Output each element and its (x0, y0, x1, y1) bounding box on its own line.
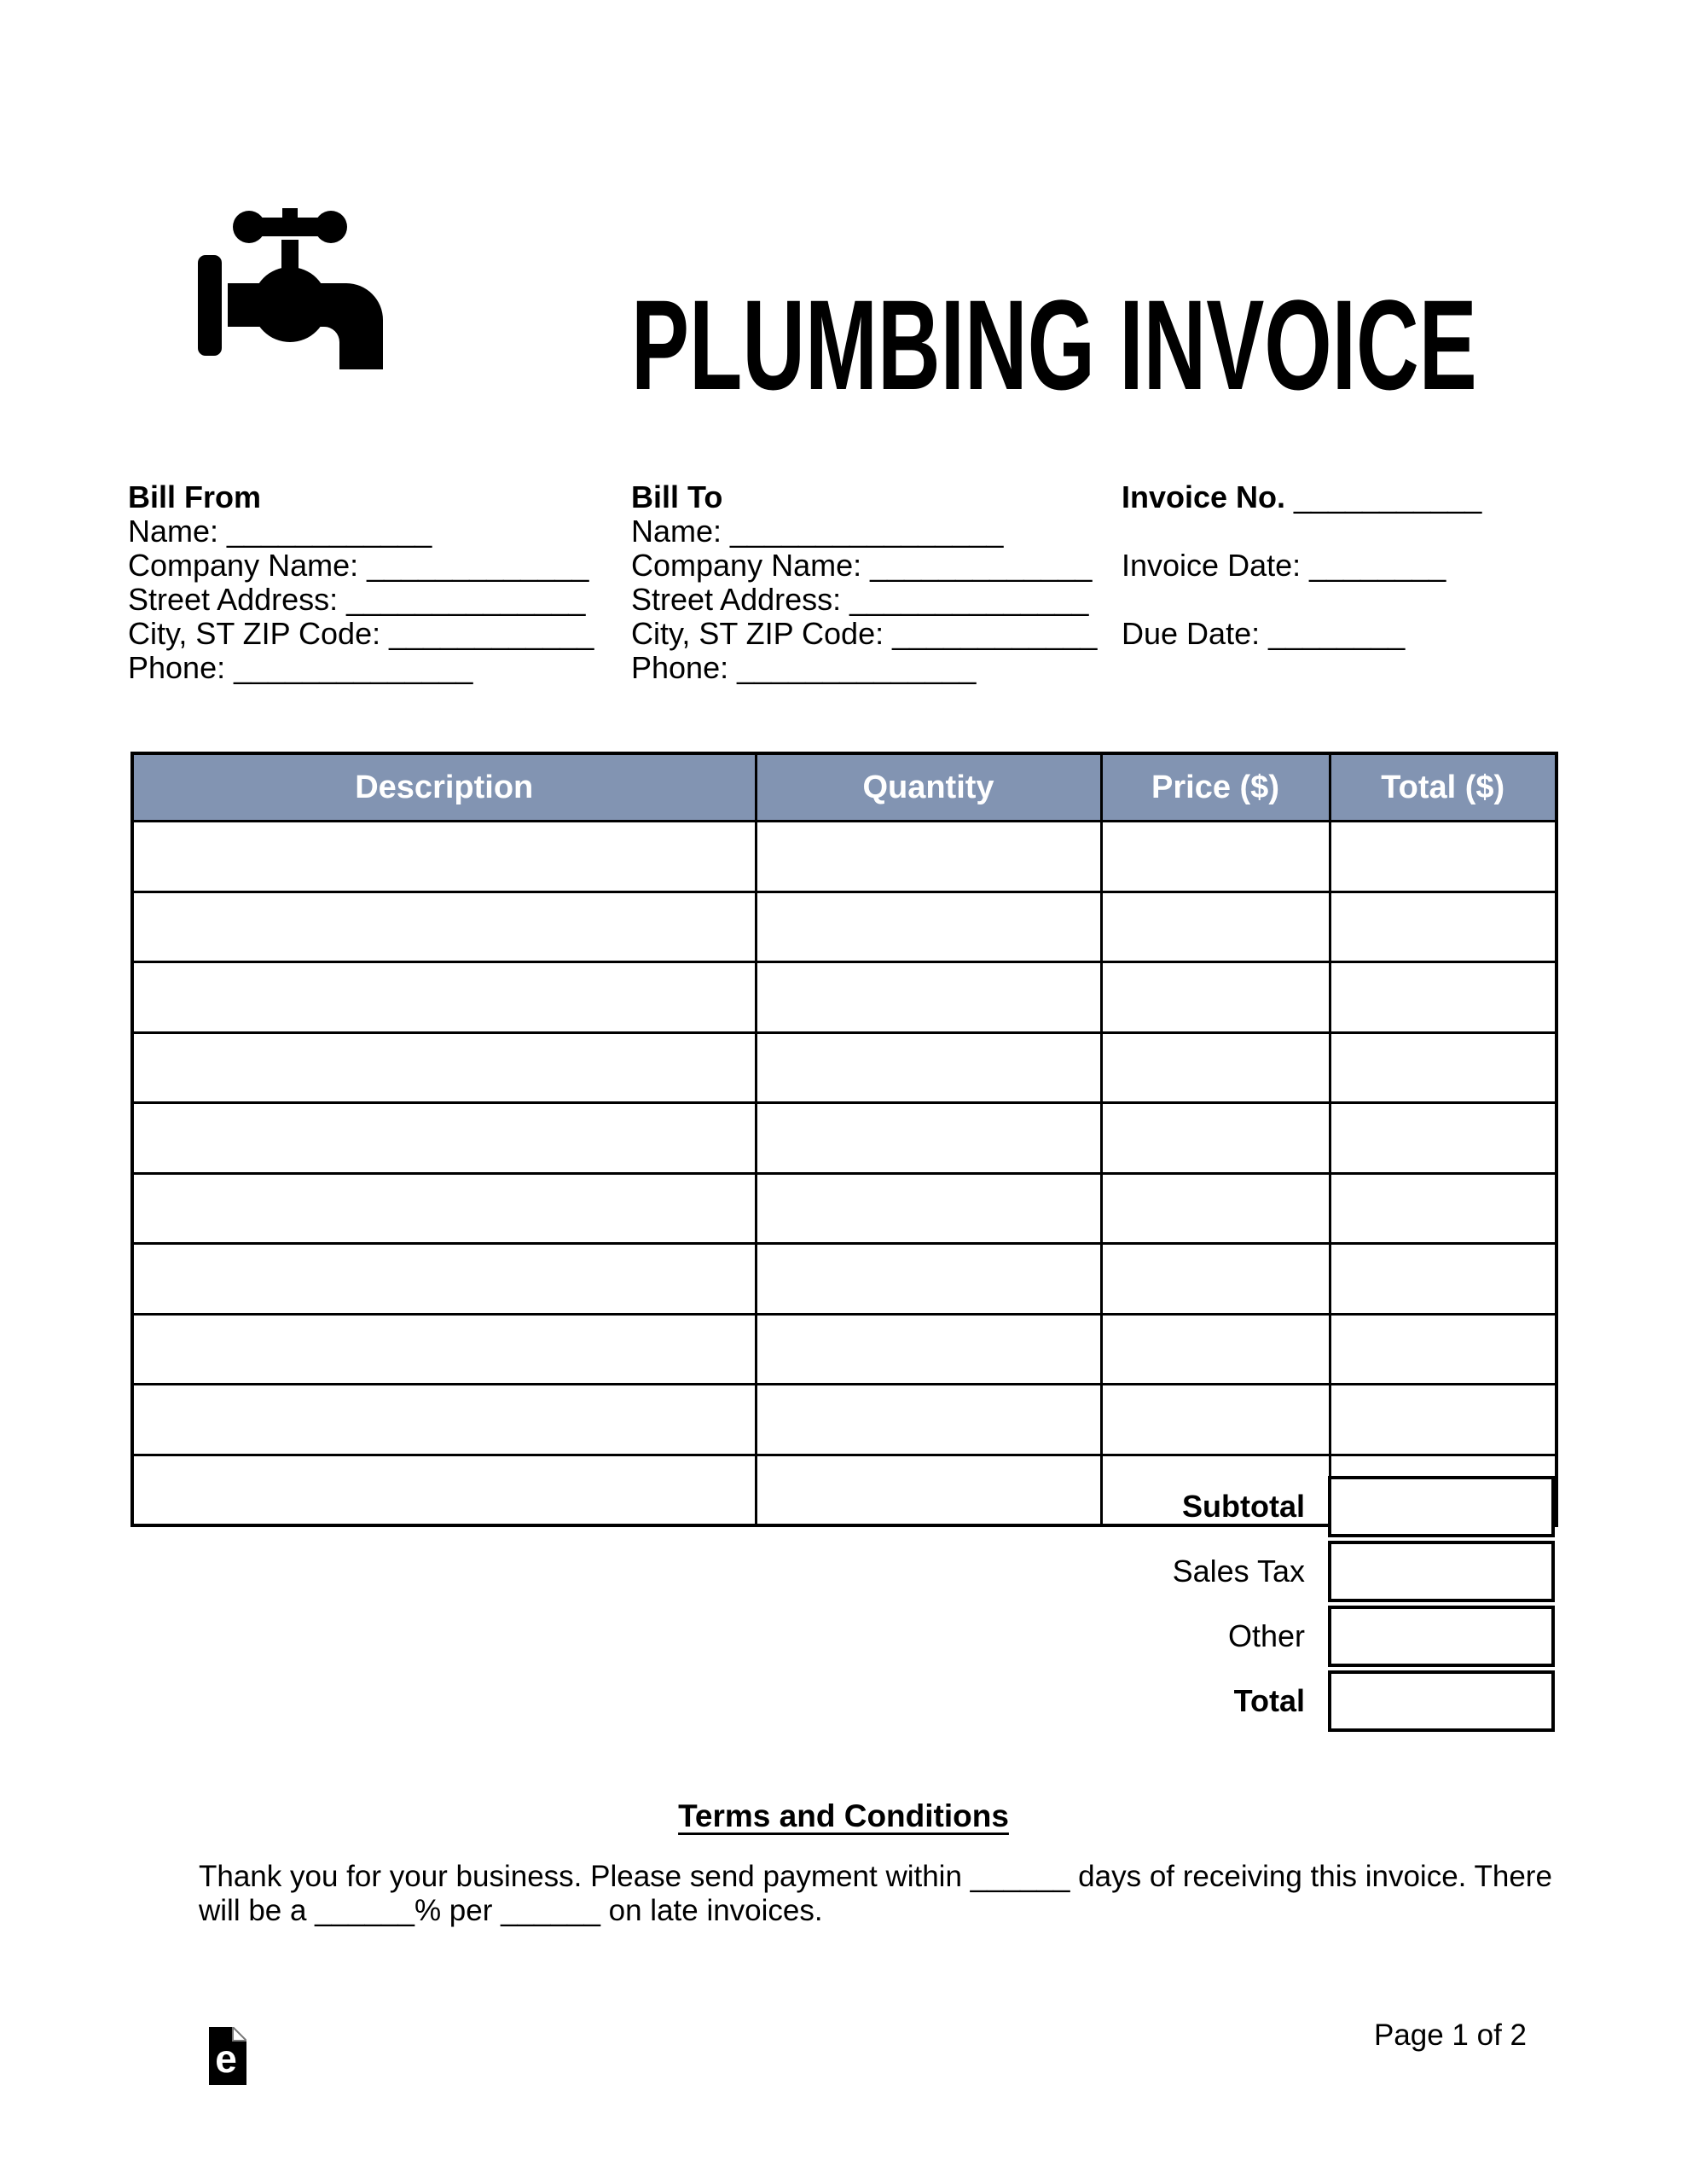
table-row (132, 962, 1557, 1033)
column-header-price: Price ($) (1101, 753, 1330, 822)
bill-to-section (631, 480, 1097, 685)
item-price-cell (1101, 892, 1330, 962)
item-quantity-cell (756, 1032, 1101, 1103)
item-total-cell (1330, 962, 1557, 1033)
column-header-quantity: Quantity (756, 753, 1101, 822)
due-date-field: Due Date: ________ (1122, 616, 1406, 651)
item-description-cell (132, 1314, 756, 1385)
item-description-cell (132, 1103, 756, 1174)
total-value-box (1328, 1670, 1555, 1732)
item-description-cell (132, 1385, 756, 1455)
table-row (132, 892, 1557, 962)
table-row (132, 1314, 1557, 1385)
summary-row-subtotal (0, 1476, 1687, 1537)
bill-from-company-field: Company Name: _____________ (128, 548, 589, 583)
table-row (132, 1244, 1557, 1315)
bill-to-city-field: City, ST ZIP Code: ____________ (631, 616, 1098, 651)
bill-from-name-field: Name: ____________ (128, 514, 432, 549)
item-quantity-cell (756, 1244, 1101, 1315)
item-description-cell (132, 962, 756, 1033)
bill-from-section (128, 480, 594, 685)
column-header-total: Total ($) (1330, 753, 1557, 822)
other-label: Other (1227, 1618, 1305, 1653)
item-quantity-cell (756, 962, 1101, 1033)
summary-row-other (0, 1606, 1687, 1667)
item-total-cell (1330, 822, 1557, 892)
bill-to-name-field: Name: ________________ (631, 514, 1004, 549)
item-total-cell (1330, 1314, 1557, 1385)
terms-line-2: will be a ______% per ______ on late invoices. (199, 1894, 823, 1927)
bill-from-heading: Bill From (128, 479, 262, 514)
bill-to-street-field: Street Address: ______________ (631, 582, 1089, 617)
item-quantity-cell (756, 1173, 1101, 1244)
item-price-cell (1101, 1103, 1330, 1174)
item-total-cell (1330, 892, 1557, 962)
item-price-cell (1101, 1032, 1330, 1103)
eforms-logo-icon (209, 2027, 246, 2085)
table-row (132, 1032, 1557, 1103)
terms-heading: Terms and Conditions (678, 1798, 1009, 1833)
item-quantity-cell (756, 1314, 1101, 1385)
page-title: PLUMBING INVOICE (631, 273, 1477, 416)
bill-to-phone-field: Phone: ______________ (631, 650, 977, 685)
invoice-number-field (1122, 480, 1481, 514)
item-total-cell (1330, 1103, 1557, 1174)
invoice-number-line: ___________ (1285, 479, 1482, 514)
bill-to-company-field: Company Name: _____________ (631, 548, 1093, 583)
line-items-table (130, 752, 1558, 1527)
bill-from-street-field: Street Address: ______________ (128, 582, 586, 617)
item-total-cell (1330, 1385, 1557, 1455)
page-number: Page 1 of 2 (1373, 2018, 1527, 2052)
invoice-date-field: Invoice Date: ________ (1122, 548, 1446, 583)
item-price-cell (1101, 1244, 1330, 1315)
item-description-cell (132, 892, 756, 962)
item-price-cell (1101, 1314, 1330, 1385)
total-label: Total (1233, 1683, 1305, 1718)
item-quantity-cell (756, 1103, 1101, 1174)
item-price-cell (1101, 1385, 1330, 1455)
terms-line-1: Thank you for your business. Please send payment within ______ days of receiving this invoice. There (199, 1860, 1552, 1893)
bill-to-heading: Bill To (631, 479, 723, 514)
item-total-cell (1330, 1173, 1557, 1244)
table-row (132, 1173, 1557, 1244)
item-description-cell (132, 1173, 756, 1244)
invoice-number-label: Invoice No. (1122, 479, 1286, 514)
table-row (132, 822, 1557, 892)
summary-row-sales-tax (0, 1541, 1687, 1602)
item-quantity-cell (756, 1385, 1101, 1455)
faucet-icon (179, 183, 401, 422)
item-quantity-cell (756, 822, 1101, 892)
terms-paragraph (199, 1860, 1552, 1928)
faucet-mount-bar (198, 255, 222, 356)
item-description-cell (132, 822, 756, 892)
invoice-meta-section (1122, 480, 1599, 685)
item-price-cell (1101, 962, 1330, 1033)
table-header-row (132, 753, 1557, 822)
summary-row-total (0, 1670, 1687, 1732)
sales-tax-label: Sales Tax (1172, 1554, 1305, 1589)
sales-tax-value-box (1328, 1541, 1555, 1602)
item-description-cell (132, 1032, 756, 1103)
eforms-logo-letter: e (215, 2036, 237, 2081)
table-row (132, 1385, 1557, 1455)
table-row (132, 1103, 1557, 1174)
subtotal-label: Subtotal (1182, 1489, 1305, 1524)
item-price-cell (1101, 822, 1330, 892)
bill-from-phone-field: Phone: ______________ (128, 650, 473, 685)
item-price-cell (1101, 1173, 1330, 1244)
bill-from-city-field: City, ST ZIP Code: ____________ (128, 616, 594, 651)
item-quantity-cell (756, 892, 1101, 962)
item-total-cell (1330, 1032, 1557, 1103)
item-total-cell (1330, 1244, 1557, 1315)
subtotal-value-box (1328, 1476, 1555, 1537)
other-value-box (1328, 1606, 1555, 1667)
item-description-cell (132, 1244, 756, 1315)
column-header-description: Description (132, 753, 756, 822)
